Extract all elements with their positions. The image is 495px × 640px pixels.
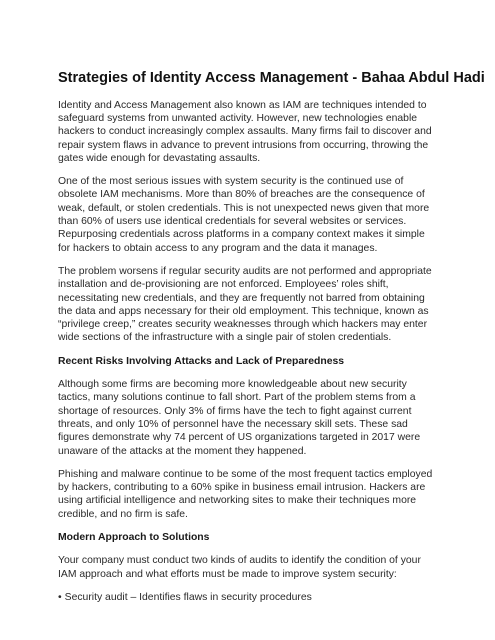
risks-paragraph-2: Phishing and malware continue to be some of the most frequent tactics employed by hackers, contributing to a 60% spike in business email intrusion. Hackers are using artificial intelligence and networking sites to make their techniques more credible, and no firm is safe. (58, 468, 433, 520)
bullet-icon: • (58, 591, 62, 603)
intro-paragraph-3: The problem worsens if regular security audits are not performed and appropriate installation and de-provisioning are not enforced. Employees’ roles shift, necessitating new credentials, and they are frequently not barred from obtaining the data and apps necessary for their old employment. This technique, known as “privilege creep,” creates security weaknesses through which hackers may enter wide sections of the infrastructure with a single pair of stolen credentials. (58, 265, 432, 344)
risks-paragraph-1: Although some firms are becoming more knowledgeable about new security tactics, many solutions continue to fall short. Part of the problem stems from a shortage of resources. Only 3% of firms have the tech to fight against current threats, and only 10% of personnel have the necessary skill sets. These sad figures demonstrate why 74 percent of US organizations targeted in 2017 were unaware of the attacks at the moment they happened. (58, 379, 421, 457)
section-heading-risks: Recent Risks Involving Attacks and Lack of Preparedness (58, 355, 345, 367)
bullet-item-text: Security audit – Identifies flaws in security procedures (64, 591, 312, 603)
document-title: Strategies of Identity Access Management - Bahaa Abdul Hadi (58, 70, 485, 86)
solutions-paragraph-1: Your company must conduct two kinds of audits to identify the condition of your IAM approach and what efforts must be made to improve system security: (58, 555, 421, 580)
bullet-item (58, 591, 437, 604)
intro-paragraph-1: Identity and Access Management also known as IAM are techniques intended to safeguard systems from unwanted activity. However, new technologies enable hackers to conduct increasingly complex assaults. Many firms fail to discover and repair system flaws in advance to prevent intrusions from occurring, throwing the gates wide enough for devastating assaults. (58, 99, 432, 164)
section-heading-solutions: Modern Approach to Solutions (58, 531, 210, 543)
intro-paragraph-2: One of the most serious issues with system security is the continued use of obsolete IAM mechanisms. More than 80% of breaches are the consequence of weak, default, or stolen credentials. This is not unexpected news given that more than 60% of users use identical credentials for several websites or services. Repurposing credentials across platforms in a company context makes it simple for hackers to obtain access to any program and the data it manages. (58, 176, 430, 254)
